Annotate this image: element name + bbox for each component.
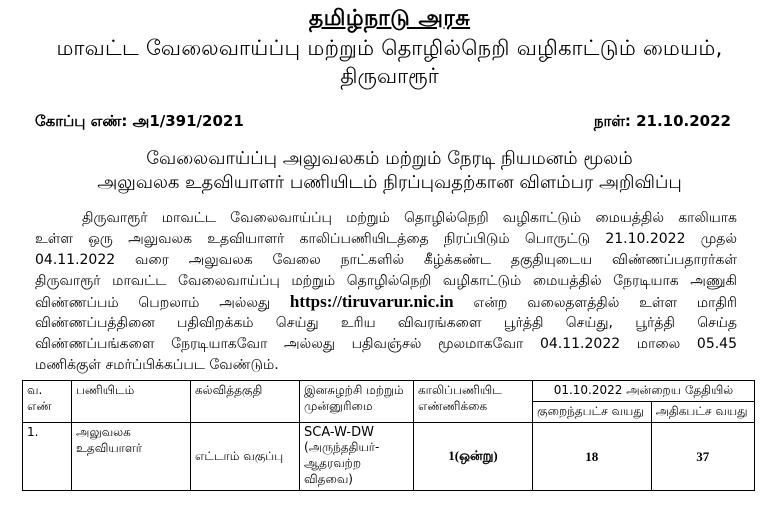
file-reference-number: அ1/391/2021 xyxy=(132,112,244,130)
cell-sno: 1. xyxy=(23,423,72,491)
subject-line-2: அலுவலக உதவியாளர் பணியிடம் நிரப்புவதற்கான விளம்பர அறிவிப்பு xyxy=(97,172,682,193)
reservation-code: SCA-W-DW xyxy=(304,425,374,440)
body-line: 04.11.2022 வரை அலுவலக வேலை நாட்களில் கீழ்க்கண்ட தகுதியுடைய விண்ணப்பதாரர்கள் xyxy=(35,252,737,268)
header-max-age: அதிகபட்ச வயது xyxy=(651,402,754,423)
govt-title: தமிழ்நாடு அரசு xyxy=(308,6,471,31)
header-min-age: குறைந்தபட்ச வயது xyxy=(533,402,652,423)
table-row xyxy=(23,423,755,491)
cell-max-age: 37 xyxy=(651,423,754,491)
file-reference-label: கோப்பு எண்: xyxy=(35,112,128,130)
table-header-row xyxy=(23,381,755,402)
notice-date-label: நாள்: xyxy=(593,112,631,130)
body-line: உள்ள ஒரு அலுவலக உதவியாளர் காலிப்பணியிடத்தை நிரப்பிடும் பொருட்டு 21.10.2022 முதல் xyxy=(35,231,737,247)
vacancy-table xyxy=(22,380,755,491)
cell-reservation xyxy=(300,423,414,491)
office-location: திருவாரூர் xyxy=(340,64,439,88)
notice-date xyxy=(594,112,731,132)
body-line: திருவாரூர் மாவட்ட வேலைவாய்ப்பு மற்றும் தொழில்நெறி வழிகாட்டும் மையத்தில் காலியாக xyxy=(82,210,737,226)
body-line: விண்ணப்பங்களை நேரடியாகவோ அல்லது பதிவஞ்சல் மூலமாகவோ 04.11.2022 மாலை 05.45 xyxy=(35,336,737,352)
reservation-desc: (அருந்ததியர்-ஆதரவற்ற விதவை) xyxy=(304,440,380,486)
website-link[interactable]: https://tiruvarur.nic.in xyxy=(289,292,454,311)
header-post: பணியிடம் xyxy=(72,381,191,423)
office-title: மாவட்ட வேலைவாய்ப்பு மற்றும் தொழில்நெறி வழிகாட்டும் மையம், xyxy=(56,36,723,60)
body-line: திருவாரூர் மாவட்ட வேலைவாய்ப்பு மற்றும் தொழில்நெறி வழிகாட்டும் மையத்தில் நேரடியாக அணுகி xyxy=(35,273,737,289)
file-reference xyxy=(35,112,244,132)
cell-vacancy: 1(ஒன்று) xyxy=(414,423,533,491)
body-text: என்ற வலைதளத்தில் உள்ள மாதிரி xyxy=(473,295,737,311)
body-line xyxy=(35,292,737,313)
cell-min-age: 18 xyxy=(533,423,652,491)
cell-post: அலுவலக உதவியாளர் xyxy=(72,423,191,491)
subject-line-1: வேலைவாய்ப்பு அலுவலகம் மற்றும் நேரடி நியமனம் மூலம் xyxy=(146,148,633,169)
body-line: மணிக்குள் சமர்ப்பிக்கப்பட வேண்டும். xyxy=(35,357,279,373)
header-qualification: கல்வித்தகுதி xyxy=(191,381,300,423)
header-reservation: இனசுழற்சி மற்றும் முன்னுரிமை xyxy=(300,381,414,423)
header-age-group: 01.10.2022 அன்றைய தேதியில் xyxy=(533,381,755,402)
header-vacancy: காலிப்பணியிட எண்ணிக்கை xyxy=(414,381,533,423)
body-text: விண்ணப்பம் பெறலாம் அல்லது xyxy=(35,295,271,311)
notice-date-value: 21.10.2022 xyxy=(636,112,731,130)
cell-qualification: எட்டாம் வகுப்பு xyxy=(191,423,300,491)
body-line: விண்ணப்பத்தினை பதிவிறக்கம் செய்து உரிய விவரங்களை பூர்த்தி செய்து, பூர்த்தி செய்த xyxy=(35,315,737,331)
header-sno: வ. எண் xyxy=(23,381,72,423)
